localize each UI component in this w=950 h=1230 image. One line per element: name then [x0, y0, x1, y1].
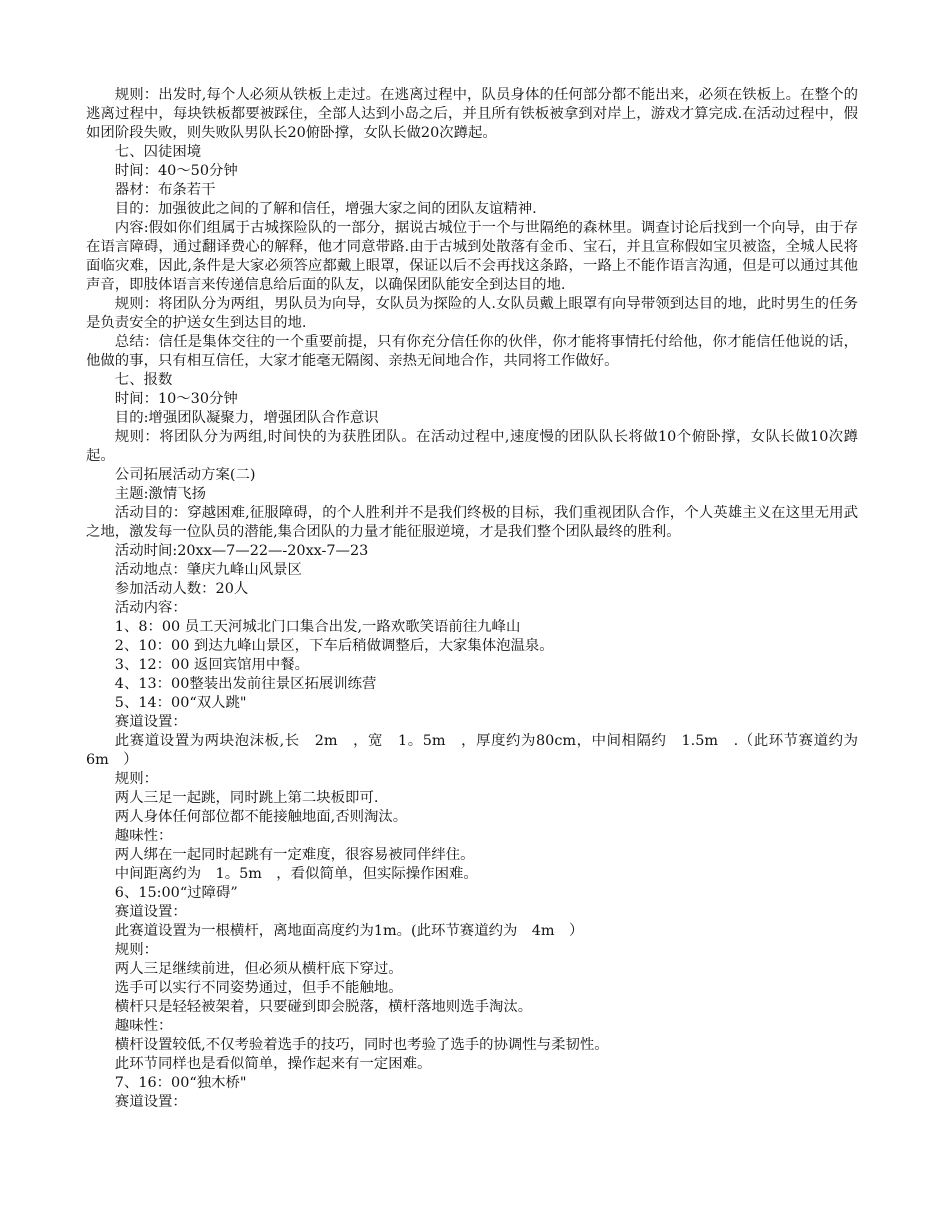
fun-line: 中间距离约为 1。5m ，看似简单，但实际操作困难。 — [114, 866, 478, 882]
paragraph-rules: 规则：将团队分为两组，男队员为向导，女队员为探险的人.女队员戴上眼罩有向导带领到达目的地，此时男生的任务是负责安全的护送女生到达目的地. — [86, 296, 858, 331]
paragraph-equipment: 器材：布条若干 — [114, 182, 216, 198]
paragraph-content: 内容:假如你们组属于古城探险队的一部分，据说古城位于一个与世隔绝的森林里。调查讨论后找到一个向导，由于存在语言障碍，通过翻译费心的解释，他才同意带路.由于古城到处散落有金币、宝石，并且宣称假如宝贝被盗，全城人民将面临灾难，因此,条件是大家必须答应都戴上眼罩，保证以后不会再找这条路，一路上不能作语言沟通，但是可以通过其他声音，即肢体语言来传递信息给后面的队友，以确保团队能安全到达目的地. — [86, 220, 858, 293]
fun-line: 此环节同样也是看似简单，操作起来有一定困难。 — [114, 1056, 432, 1072]
paragraph-purpose: 目的：加强彼此之间的了解和信任，增强大家之间的团队友谊精神. — [114, 201, 537, 217]
schedule-item: 7、16：00“独木桥" — [114, 1075, 247, 1091]
schedule-item: 3、12：00 返回宾馆用中餐。 — [114, 657, 310, 673]
fun-line: 两人绑在一起同时起跳有一定难度，很容易被同伴绊住。 — [114, 847, 475, 863]
subheading-rules: 规则： — [114, 771, 158, 787]
rule-line: 选手可以实行不同姿势通过，但手不能触地。 — [114, 980, 403, 996]
paragraph-time: 时间：10～30分钟 — [114, 391, 238, 407]
rule-line: 两人三足一起跳，同时跳上第二块板即可. — [114, 790, 379, 806]
paragraph-purpose: 目的:增强团队凝聚力，增强团队合作意识 — [114, 410, 379, 426]
paragraph-activity-time: 活动时间:20xx—7—22—-20xx-7—23 — [114, 543, 369, 559]
schedule-item: 1、8：00 员工天河城北门口集合出发,一路欢歌笑语前往九峰山 — [114, 619, 521, 635]
paragraph-track-setup: 此赛道设置为两块泡沫板,长 2m ，宽 1。5m ，厚度约为80cm，中间相隔约 1.5m .（此环节赛道约为 6m ） — [86, 733, 873, 768]
subheading-fun: 趣味性： — [114, 1018, 173, 1034]
subheading-track-setup: 赛道设置： — [114, 1094, 187, 1110]
paragraph-track-setup: 此赛道设置为一根横杆，离地面高度约为1m。(此环节赛道约为 4m ） — [114, 923, 584, 939]
schedule-item: 5、14：00“双人跳" — [114, 695, 247, 711]
rule-line: 两人三足继续前进，但必须从横杆底下穿过。 — [114, 961, 403, 977]
subheading-track-setup: 赛道设置： — [114, 714, 187, 730]
schedule-item: 4、13：00整装出发前往景区拓展训练营 — [114, 676, 377, 692]
rule-line: 横杆只是轻轻被架着，只要碰到即会脱落，横杆落地则选手淘汰。 — [114, 999, 533, 1015]
paragraph-summary: 总结：信任是集体交往的一个重要前提，只有你充分信任你的伙伴，你才能将事情托付给他，你才能信任他说的话，他做的事，只有相互信任，大家才能毫无隔阂、亲热无间地合作，共同将工作做好。 — [86, 334, 858, 369]
paragraph-activity-purpose: 活动目的：穿越困难,征服障碍，的个人胜利并不是我们终极的目标，我们重视团队合作，个人英雄主义在这里无用武之地，激发每一位队员的潜能,集合团队的力量才能征服逆境，才是我们整个团队最终的胜利。 — [86, 505, 858, 540]
paragraph-participants: 参加活动人数：20人 — [114, 581, 249, 597]
subheading-rules: 规则： — [114, 942, 158, 958]
paragraph-activity-content: 活动内容： — [114, 600, 187, 616]
paragraph-time: 时间：40～50分钟 — [114, 163, 238, 179]
paragraph-theme: 主题:激情飞扬 — [114, 486, 206, 502]
rule-line: 两人身体任何部位都不能接触地面,否则淘汰。 — [114, 809, 408, 825]
schedule-item: 6、15:00“过障碍” — [114, 885, 238, 901]
schedule-item: 2、10：00 到达九峰山景区，下车后稍做调整后，大家集体泡温泉。 — [114, 638, 554, 654]
fun-line: 横杆设置较低,不仅考验着选手的技巧，同时也考验了选手的协调性与柔韧性。 — [114, 1037, 609, 1053]
paragraph-rules-escape: 规则：出发时,每个人必须从铁板上走过。在逃离过程中，队员身体的任何部分都不能出来，必须在铁板上。在整个的逃离过程中，每块铁板都要被踩住，全部人达到小岛之后，并且所有铁板被拿到对岸上，游戏才算完成.在活动过程中，假如团阶段失败，则失败队男队长20俯卧撑，女队长做20次蹲起。 — [86, 87, 858, 141]
heading-count-off: 七、报数 — [114, 372, 173, 388]
subheading-track-setup: 赛道设置： — [114, 904, 187, 920]
paragraph-rules: 规则：将团队分为两组,时间快的为获胜团队。在活动过程中,速度慢的团队队长将做10个俯卧撑，女队长做10次蹲起。 — [86, 429, 858, 464]
heading-plan-two: 公司拓展活动方案(二) — [114, 467, 256, 483]
heading-prisoner-dilemma: 七、囚徒困境 — [114, 144, 202, 160]
paragraph-activity-location: 活动地点：肇庆九峰山风景区 — [114, 562, 302, 578]
subheading-fun: 趣味性： — [114, 828, 173, 844]
